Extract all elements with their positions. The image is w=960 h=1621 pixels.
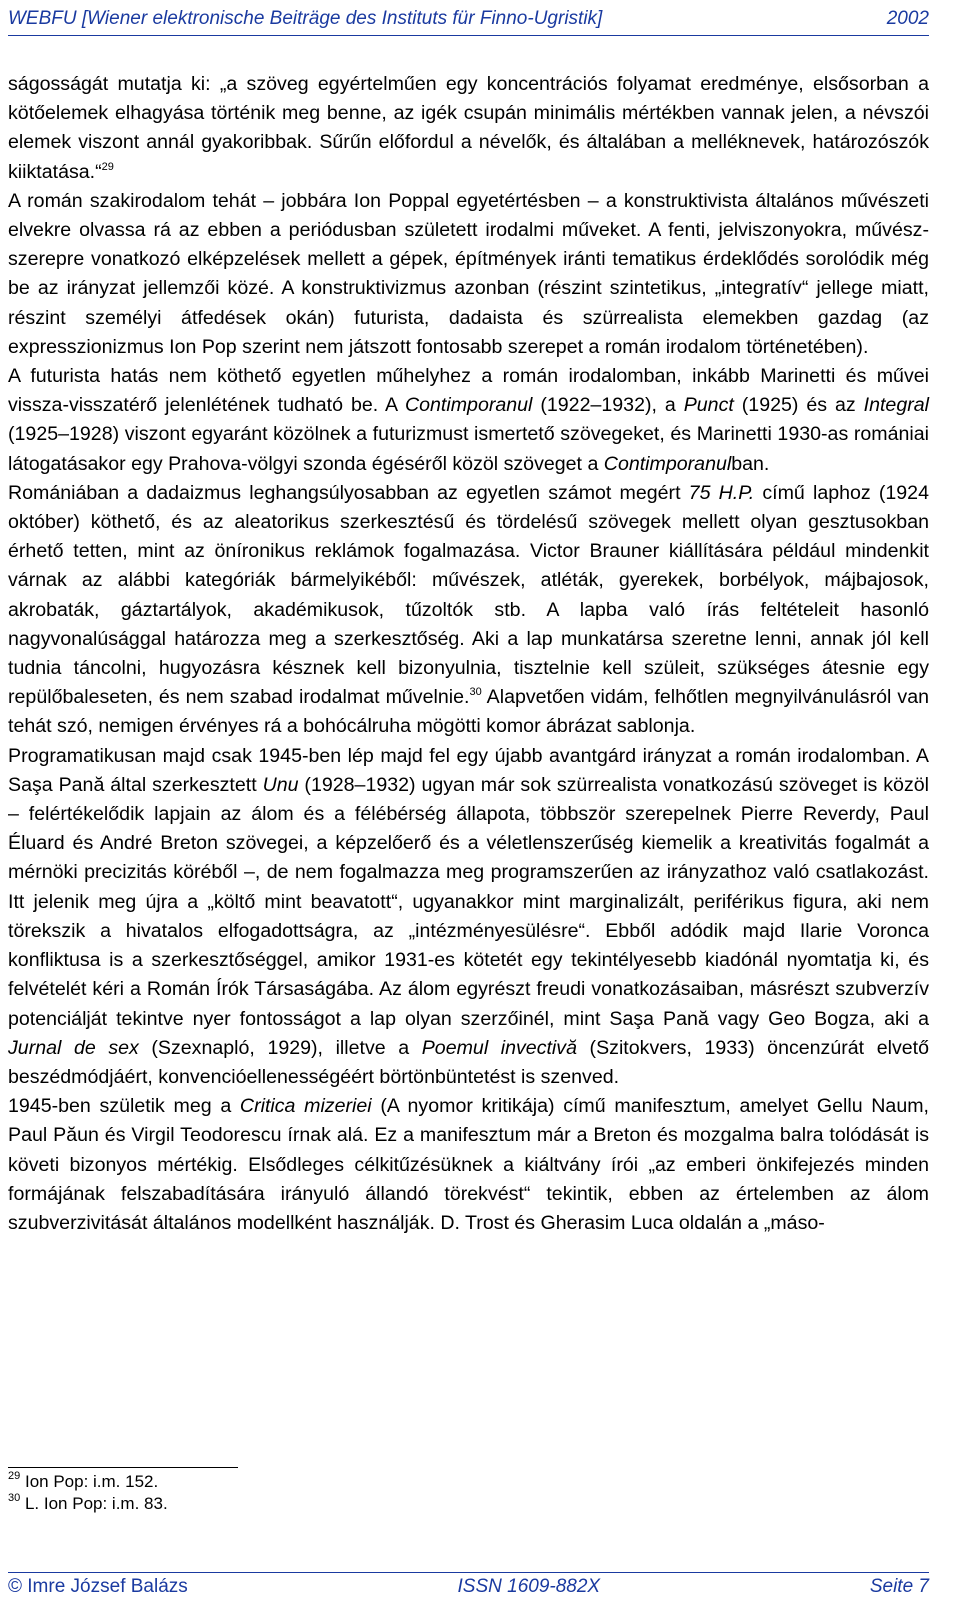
paragraph: Programatikusan majd csak 1945-ben lép majd fel egy újabb avantgárd irányzat a román irodalomban. A Saşa Pană által szerkesztett Unu (1928–1932) ugyan már sok szürrealista vonatkozású szöveget is közöl – felértékelődik lapjain az álom és a félébérség állapota, többször szerepelnek Pierre Reverdy, Paul Éluard és André Breton szövegei, a képzelőerő és a véletlenszerűség kiemelik a kreativitás fogalmát a mérnöki precizitás köréből –, de nem fogalmazza meg programszerűen az irányzathoz való csatlakozást. Itt jelenik meg újra a „költő mint beavatott“, ugyanakkor mint marginalizált, periférikus figura, aki nem törekszik a hivatalos elfogadottságra, az „intézményesülésre“. Ebből adódik majd Ilarie Voronca konfliktusa is a szerkesztőséggel, amikor 1931-es kötetét egy tekintélyesebb kiadónál nyomtatja ki, és felvételét kéri a Román Írók Társaságába. Az álom egyrészt freudi vonatkozásaiban, másrészt szubverzív potenciálját tekintve nyer fontosságot a lap olyan szerzőinél, mint Saşa Pană vagy Geo Bogza, aki a Jurnal de sex (Szexnapló, 1929), illetve a Poemul invectivă (Szitokvers, 1933) öncenzúrát elvető beszédmódjáért, konvencióellenességéért börtönbüntetést is szenved. (8, 744, 930, 1088)
page-footer (8, 1576, 929, 1598)
footnote (8, 1493, 908, 1515)
footnote-ref[interactable]: 30 (469, 686, 482, 699)
footnotes (8, 1471, 908, 1515)
header-divider (8, 35, 929, 36)
footnote-divider (8, 1467, 238, 1468)
page-header (8, 8, 929, 30)
footnote-number: 29 (8, 1470, 21, 1482)
footnote-ref[interactable]: 29 (101, 160, 114, 173)
header-year: 2002 (886, 8, 929, 29)
article-body (8, 70, 929, 1238)
issn: ISSN 1609-882X (457, 1576, 601, 1597)
footnote (8, 1471, 908, 1493)
journal-title: WEBFU [Wiener elektronische Beiträge des Instituts für Finno-Ugristik] (8, 8, 603, 29)
footnote-text: Ion Pop: i.m. 152. (20, 1472, 159, 1491)
paragraph: A futurista hatás nem köthető egyetlen műhelyhez a román irodalomban, inkább Marinetti és művei vissza-visszatérő jelenlétének tudható be. A Contimporanul (1922–1932), a Punct (1925) és az Integral (1925–1928) viszont egyaránt közölnek a futurizmust ismertető szövegeket, és Marinetti 1930-as romániai látogatásakor egy Prahova-völgyi szonda égéséről közöl szöveget a Contimporanulban. (8, 365, 929, 475)
paragraph: ságosságát mutatja ki: „a szöveg egyértelműen egy koncentrációs folyamat eredménye, elsősorban a kötőelemek elhagyása történik meg benne, az igék csupán minimális mértékben vannak jelen, a névszói elemek viszont annál gyakoribbak. Sűrűn előfordul a névelők, és általában a melléknevek, határozószók kiiktatása.“$^{29}$ (8, 73, 929, 183)
page-number: Seite 7 (869, 1576, 929, 1597)
paragraph: 1945-ben születik meg a Critica mizeriei (A nyomor kritikája) című manifesztum, amelyet Gellu Naum, Paul Păun és Virgil Teodorescu írnak alá. Ez a manifesztum már a Breton és mozgalma balra tolódását is követi bizonyos mértékig. Elsődleges célkitűzésüknek a kiáltvány írói „az emberi önkifejezés minden formájának felszabadítására irányuló állandó törekvést“ tekintik, ebben az értelemben az álom szubverzivitását általános modellként használják. D. Trost és Gherasim Luca oldalán a „máso- (8, 1095, 929, 1234)
paragraph: A román szakirodalom tehát – jobbára Ion Poppal egyetértésben – a konstruktivista általános művészeti elvekre olvassa rá az ebben a periódusban született irodalmi műveket. A fenti, jelviszonyokra, művész-szerepre vonatkozó elképzelések mellett a gépek, építmények iránti tematikus érdeklődés sorolódik még be az irányzat jellemzői közé. A konstruktivizmus azonban (részint szintetikus, „integratív“ jellege miatt, részint személyi átfedések okán) futurista, dadaista és szürrealista elemekben gazdag (az expresszionizmus Ion Pop szerint nem játszott fontosabb szerepet a román irodalom történetében). (8, 189, 929, 358)
paragraph: Romániában a dadaizmus leghangsúlyosabban az egyetlen számot megért 75 H.P. című laphoz (1924 október) köthető, és az aleatorikus szerkesztésű és tördelésű szövegek mellett olyan gesztusokban érhető tetten, mint az öníronikus reklámok fogalmazása. Victor Brauner kiállítására például mindenkit várnak az alábbi kategóriák bármelyikéből: művészek, atléták, gyerekek, borbélyok, májbajosok, akrobaták, gáztartályok, akadémikusok, tűzoltók stb. A lapba való írás feltételeit hasonló nagyvonalúsággal határozza meg a szerkesztőség. Aki a lap munkatársa szeretne lenni, annak jól kell tudnia táncolni, hugyozásra késznek kell bizonyulnia, tisztelnie kell szüleit, szükséges átesnie egy repülőbaleseten, és nem szabad irodalmat művelnie.$^{30}$ Alapvetően vidám, felhőtlen megnyilvánulásról van tehát szó, nemigen érvényes rá a bohócálruha mögötti komor ábrázat sablonja. (8, 481, 929, 738)
footer-divider (8, 1572, 929, 1573)
footnote-number: 30 (8, 1492, 21, 1504)
author-copyright: © Imre József Balázs (8, 1576, 188, 1597)
footnote-text: L. Ion Pop: i.m. 83. (20, 1494, 168, 1513)
